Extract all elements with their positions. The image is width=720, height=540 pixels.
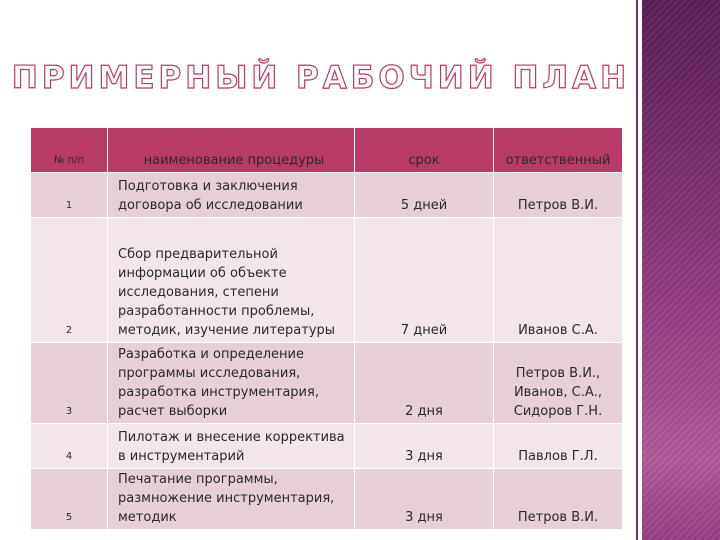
header-number: № п/п bbox=[31, 128, 108, 173]
table-row bbox=[31, 469, 623, 530]
row-term: 7 дней bbox=[355, 218, 494, 343]
row-number: 1 bbox=[31, 173, 108, 218]
row-responsible: Иванов С.А. bbox=[494, 218, 623, 343]
work-plan-table bbox=[30, 127, 623, 530]
row-term: 3 дня bbox=[355, 469, 494, 530]
slide-title: ПРИМЕРНЫЙ РАБОЧИЙ ПЛАН bbox=[11, 60, 631, 96]
row-procedure: Подготовка и заключения договора об исследовании bbox=[108, 173, 355, 218]
row-number: 2 bbox=[31, 218, 108, 343]
row-responsible: Петров В.И., Иванов, С.А., Сидоров Г.Н. bbox=[494, 343, 623, 424]
row-term: 2 дня bbox=[355, 343, 494, 424]
row-procedure: Разработка и определение программы исследования, разработка инструментария, расчет выборки bbox=[108, 343, 355, 424]
table-row bbox=[31, 424, 623, 469]
row-procedure: Печатание программы, размножение инструментария, методик bbox=[108, 469, 355, 530]
row-number: 3 bbox=[31, 343, 108, 424]
header-term: срок bbox=[355, 128, 494, 173]
decorative-side-panel bbox=[642, 0, 720, 540]
row-responsible: Петров В.И. bbox=[494, 173, 623, 218]
row-procedure: Пилотаж и внесение корректива в инструментарий bbox=[108, 424, 355, 469]
row-responsible: Петров В.И. bbox=[494, 469, 623, 530]
table-header-row bbox=[31, 128, 623, 173]
row-number: 4 bbox=[31, 424, 108, 469]
table-row bbox=[31, 218, 623, 343]
row-term: 5 дней bbox=[355, 173, 494, 218]
table-row bbox=[31, 173, 623, 218]
header-procedure: наименование процедуры bbox=[108, 128, 355, 173]
table-row bbox=[31, 343, 623, 424]
row-responsible: Павлов Г.Л. bbox=[494, 424, 623, 469]
row-number: 5 bbox=[31, 469, 108, 530]
header-responsible: ответственный bbox=[494, 128, 623, 173]
row-term: 3 дня bbox=[355, 424, 494, 469]
row-procedure: Сбор предварительной информации об объекте исследования, степени разработанности проблемы, методик, изучение литературы bbox=[108, 218, 355, 343]
